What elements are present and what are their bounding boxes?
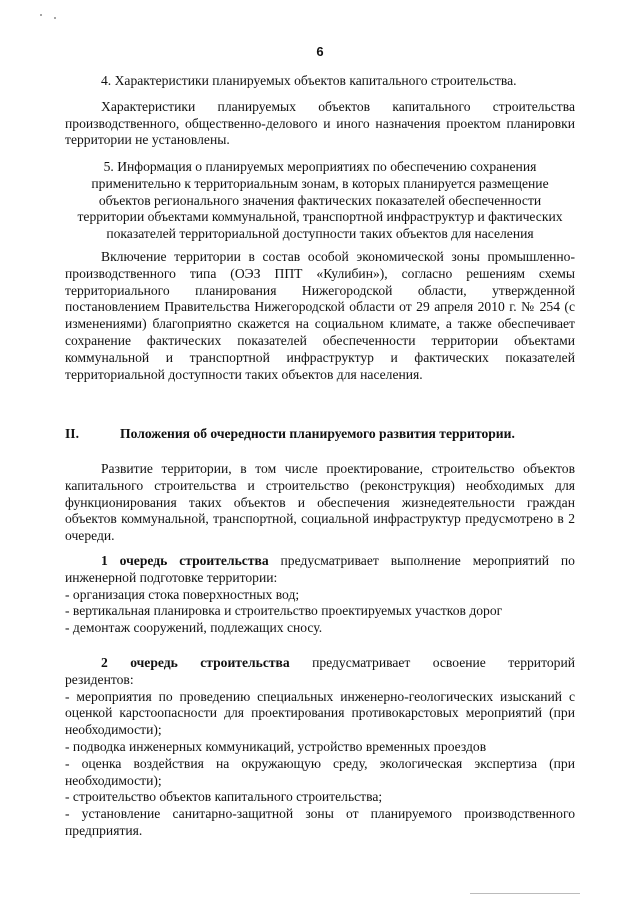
stage-1-label: 1 очередь строительства: [101, 553, 269, 568]
chapter-2-intro: Развитие территории, в том числе проектирование, строительство объектов капитального строительства и строительство (реконструкция) необходимых для функционирования таких объектов и обеспечения жизнедеятельности граждан объектов коммунальной, транспортной, социальной инфраструктур предусмотрено в 2 очереди.: [65, 461, 575, 544]
scan-speck: [54, 17, 56, 19]
section-4: [65, 73, 575, 149]
chapter-2-intro-block: [65, 461, 575, 545]
stage-1-block: [65, 553, 575, 637]
stage-2-paragraph: [65, 655, 575, 689]
list-item: - организация стока поверхностных вод;: [65, 586, 300, 602]
section-4-body: Характеристики планируемых объектов капитального строительства производственного, общественно-делового и иного назначения проектом планировки территории не установлены.: [65, 98, 575, 148]
chapter-2-numeral: II.: [65, 426, 79, 441]
chapter-2-title: Положения об очередности планируемого развития территории.: [120, 426, 515, 441]
stage-1-text: предусматривает выполнение мероприятий по инженерной подготовке территории:: [65, 553, 575, 585]
list-item: - демонтаж сооружений, подлежащих сносу.: [65, 620, 323, 636]
list-item: - вертикальная планировка и строительство проектируемых участков дорог: [65, 603, 503, 619]
stage-1-paragraph: [65, 553, 575, 587]
scan-speck: [40, 14, 42, 16]
scan-edge-line: [470, 893, 580, 894]
page-number: 6: [316, 44, 324, 59]
stage-2-block: [65, 655, 575, 840]
section-5-heading: 5. Информация о планируемых мероприятиях по обеспечению сохранения применительно к территориальным зонам, в которых планируется размещение объектов регионального значения фактических показателей обеспеченности территории объектами коммунальной, транспортной инфраструктур и фактических показателей территориальной доступности таких объектов для населения: [77, 159, 563, 242]
section-5: [65, 159, 575, 383]
list-item: - строительство объектов капитального строительства;: [65, 789, 383, 805]
section-4-heading: 4. Характеристики планируемых объектов капитального строительства.: [101, 73, 517, 88]
stage-2-label: 2 очередь строительства: [101, 655, 290, 670]
list-item: - оценка воздействия на окружающую среду, экологическая экспертиза (при необходимости);: [65, 755, 575, 788]
list-item: - мероприятия по проведению специальных инженерно-геологических изысканий с оценкой карстоопасности для проектирования противокарстовых мероприятий (при необходимости);: [65, 688, 575, 738]
section-5-body: Включение территории в состав особой экономической зоны промышленно-производственного типа (ОЭЗ ППТ «Кулибин»), согласно решениям схемы территориального планирования Нижегородской области, утвержденной постановлением Правительства Нижегородской области от 29 апреля 2010 г. № 254 (с изменениями) благоприятно скажется на социальном климате, а также обеспечивает сохранение фактических показателей обеспеченности территории объектами коммунальной и транспортной инфраструктур и фактических показателей территориальной доступности таких объектов для населения.: [65, 248, 575, 382]
list-item: - установление санитарно-защитной зоны от планируемого производственного предприятия.: [65, 806, 575, 838]
stage-2-text: предусматривает освоение территорий резидентов:: [65, 655, 575, 687]
list-item: - подводка инженерных коммуникаций, устройство временных проездов: [65, 738, 487, 754]
